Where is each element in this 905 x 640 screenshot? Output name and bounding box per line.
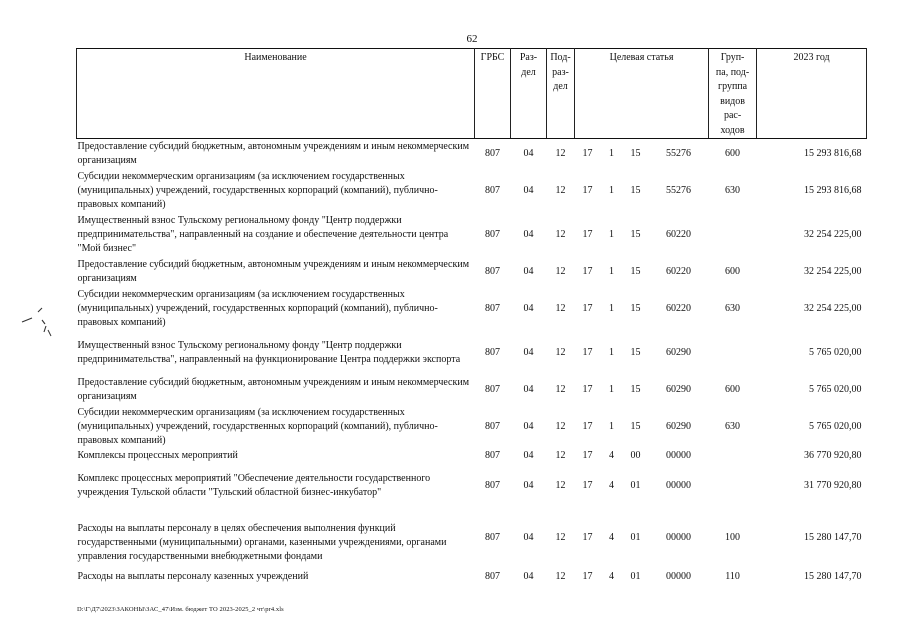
cell-amount-2023: 5 765 020,00 <box>809 383 862 395</box>
cell-target-program: 17 <box>582 420 593 432</box>
cell-podrazdel: 12 <box>555 479 566 491</box>
cell-razdel: 04 <box>523 302 534 314</box>
cell-target-program: 17 <box>582 265 593 277</box>
cell-expense-group <box>709 464 757 508</box>
cell-grbs: 807 <box>485 420 500 432</box>
cell-target-type: 1 <box>609 147 614 159</box>
cell-target-program: 17 <box>582 184 593 196</box>
cell-grbs: 807 <box>485 479 500 491</box>
table-row <box>77 568 867 586</box>
header-name: Наименование <box>77 49 475 139</box>
cell-amount-2023: 5 765 020,00 <box>809 420 862 432</box>
cell-target-structural: 00 <box>630 450 641 461</box>
cell-razdel: 04 <box>523 184 534 196</box>
table-row <box>77 139 867 169</box>
cell-target-direction: 55276 <box>666 147 692 159</box>
cell-grbs: 807 <box>485 383 500 395</box>
cell-grbs: 807 <box>485 450 500 461</box>
cell-target-structural: 15 <box>630 302 641 314</box>
cell-target-structural: 01 <box>630 570 641 582</box>
table-row <box>77 375 867 405</box>
cell-name: Комплекс процессных мероприятий "Обеспечение деятельности государственного учреждения Тульской области "Тульский областной бизнес-инкубатор" <box>77 472 431 498</box>
table-header-row <box>77 49 867 139</box>
cell-expense-group <box>709 331 757 375</box>
cell-amount-2023: 32 254 225,00 <box>804 265 862 277</box>
cell-grbs: 807 <box>485 265 500 277</box>
cell-target-structural: 15 <box>630 265 641 277</box>
cell-target-program: 17 <box>582 147 593 159</box>
cell-target-direction: 60220 <box>666 228 692 240</box>
cell-grbs: 807 <box>485 531 500 543</box>
cell-target-direction: 00000 <box>666 570 692 582</box>
cell-podrazdel: 12 <box>555 147 566 159</box>
budget-table <box>76 48 867 586</box>
page-number: 62 <box>466 33 478 45</box>
cell-grbs: 807 <box>485 302 500 314</box>
cell-razdel: 04 <box>523 228 534 240</box>
cell-expense-group: 110 <box>725 570 740 582</box>
cell-target-type: 1 <box>609 184 614 196</box>
cell-target-program: 17 <box>582 383 593 395</box>
cell-target-type: 4 <box>609 570 614 582</box>
cell-target-type: 4 <box>609 479 614 491</box>
table-row <box>77 405 867 449</box>
cell-amount-2023: 15 280 147,70 <box>804 570 862 582</box>
cell-grbs: 807 <box>485 346 500 358</box>
table-row <box>77 287 867 331</box>
cell-name: Расходы на выплаты персоналу казенных учреждений <box>77 570 309 582</box>
cell-podrazdel: 12 <box>555 420 566 432</box>
cell-target-structural: 15 <box>630 346 641 358</box>
cell-target-type: 1 <box>609 346 614 358</box>
table-row <box>77 331 867 375</box>
cell-target-type: 1 <box>609 228 614 240</box>
cell-expense-group: 630 <box>725 184 741 196</box>
cell-expense-group: 630 <box>725 420 741 432</box>
cell-razdel: 04 <box>523 570 534 582</box>
cell-grbs: 807 <box>485 570 500 582</box>
cell-name: Комплексы процессных мероприятий <box>77 450 238 461</box>
header-razdel: Раз- дел <box>511 49 547 139</box>
header-expense-group: Груп- па, под- группа видов рас- ходов <box>709 49 757 139</box>
table-row <box>77 508 867 568</box>
cell-target-direction: 60220 <box>666 302 692 314</box>
cell-amount-2023: 15 293 816,68 <box>804 184 862 196</box>
cell-target-type: 1 <box>609 420 614 432</box>
cell-target-structural: 15 <box>630 420 641 432</box>
cell-target-direction: 60290 <box>666 346 692 358</box>
cell-podrazdel: 12 <box>555 265 566 277</box>
cell-expense-group: 630 <box>725 302 741 314</box>
cell-target-type: 4 <box>609 450 614 461</box>
cell-amount-2023: 31 770 920,80 <box>804 479 862 491</box>
cell-target-program: 17 <box>582 450 593 461</box>
table-row <box>77 257 867 287</box>
footer-file-path: D:\Г\Д7\2023\ЗАКОНЫ\ЗАС_47\Изм. бюджет ТО 2023-2025_2 чт\pr4.xls <box>77 606 284 613</box>
cell-amount-2023: 5 765 020,00 <box>809 346 862 358</box>
cell-target-direction: 00000 <box>666 531 692 543</box>
cell-target-structural: 15 <box>630 147 641 159</box>
cell-expense-group: 100 <box>725 531 741 543</box>
cell-name: Имущественный взнос Тульскому региональному фонду "Центр поддержки предпринимательства", направленный на создание и обеспечение деятельности центра "Мой бизнес" <box>77 214 449 254</box>
cell-expense-group: 600 <box>725 147 741 159</box>
cell-podrazdel: 12 <box>555 383 566 395</box>
cell-target-program: 17 <box>582 228 593 240</box>
cell-name: Субсидии некоммерческим организациям (за исключением государственных (муниципальных) учреждений, государственных корпораций (компаний), публично-правовых компаний) <box>77 406 438 446</box>
cell-name: Субсидии некоммерческим организациям (за исключением государственных (муниципальных) учреждений, государственных корпораций (компаний), публично-правовых компаний) <box>77 288 438 328</box>
cell-grbs: 807 <box>485 147 500 159</box>
cell-name: Имущественный взнос Тульскому региональному фонду "Центр поддержки предпринимательства", направленный на функционирование Центра поддержки экспорта <box>77 339 461 365</box>
table-row <box>77 169 867 213</box>
cell-target-structural: 15 <box>630 383 641 395</box>
header-podrazdel: Под- раз- дел <box>547 49 575 139</box>
cell-target-structural: 15 <box>630 184 641 196</box>
cell-grbs: 807 <box>485 228 500 240</box>
cell-podrazdel: 12 <box>555 531 566 543</box>
cell-razdel: 04 <box>523 265 534 277</box>
cell-target-direction: 00000 <box>666 479 692 491</box>
cell-podrazdel: 12 <box>555 184 566 196</box>
cell-name: Расходы на выплаты персоналу в целях обеспечения выполнения функций государственными (муниципальными) органами, казенными учреждениями, органами управления государственными внебюджетными фондами <box>77 522 447 562</box>
table-row <box>77 449 867 464</box>
cell-podrazdel: 12 <box>555 228 566 240</box>
cell-target-program: 17 <box>582 479 593 491</box>
cell-target-program: 17 <box>582 570 593 582</box>
cell-target-type: 1 <box>609 383 614 395</box>
cell-name: Предоставление субсидий бюджетным, автономным учреждениям и иным некоммерческим организациям <box>77 140 470 166</box>
cell-razdel: 04 <box>523 346 534 358</box>
cell-razdel: 04 <box>523 420 534 432</box>
cell-amount-2023: 15 293 816,68 <box>804 147 862 159</box>
cell-expense-group <box>709 449 757 464</box>
cell-amount-2023: 15 280 147,70 <box>804 531 862 543</box>
cell-name: Предоставление субсидий бюджетным, автономным учреждениям и иным некоммерческим организациям <box>77 376 470 402</box>
cell-razdel: 04 <box>523 383 534 395</box>
cell-podrazdel: 12 <box>555 302 566 314</box>
cell-target-direction: 60220 <box>666 265 692 277</box>
table-row <box>77 213 867 257</box>
cell-name: Субсидии некоммерческим организациям (за исключением государственных (муниципальных) учреждений, государственных корпораций (компаний), публично-правовых компаний) <box>77 170 438 210</box>
cell-name: Предоставление субсидий бюджетным, автономным учреждениям и иным некоммерческим организациям <box>77 258 470 284</box>
cell-amount-2023: 32 254 225,00 <box>804 302 862 314</box>
cell-target-direction: 55276 <box>666 184 692 196</box>
cell-target-program: 17 <box>582 302 593 314</box>
cell-amount-2023: 32 254 225,00 <box>804 228 862 240</box>
cell-podrazdel: 12 <box>555 346 566 358</box>
cell-razdel: 04 <box>523 479 534 491</box>
cell-podrazdel: 12 <box>555 570 566 582</box>
cell-podrazdel: 12 <box>555 450 566 461</box>
scan-handwriting-mark <box>18 300 62 340</box>
cell-target-type: 4 <box>609 531 614 543</box>
table-body <box>77 139 867 586</box>
cell-expense-group: 600 <box>725 383 741 395</box>
cell-target-type: 1 <box>609 302 614 314</box>
cell-target-direction: 60290 <box>666 383 692 395</box>
cell-target-structural: 15 <box>630 228 641 240</box>
header-year-2023: 2023 год <box>757 49 867 139</box>
cell-target-direction: 00000 <box>666 450 692 461</box>
cell-target-direction: 60290 <box>666 420 692 432</box>
cell-target-program: 17 <box>582 531 593 543</box>
table-row <box>77 464 867 508</box>
header-grbs: ГРБС <box>475 49 511 139</box>
cell-expense-group <box>709 213 757 257</box>
cell-amount-2023: 36 770 920,80 <box>804 450 862 461</box>
header-target-article: Целевая статья <box>575 49 709 139</box>
cell-target-structural: 01 <box>630 479 641 491</box>
cell-target-structural: 01 <box>630 531 641 543</box>
cell-target-program: 17 <box>582 346 593 358</box>
cell-grbs: 807 <box>485 184 500 196</box>
cell-razdel: 04 <box>523 450 534 461</box>
cell-razdel: 04 <box>523 531 534 543</box>
cell-target-type: 1 <box>609 265 614 277</box>
cell-razdel: 04 <box>523 147 534 159</box>
cell-expense-group: 600 <box>725 265 741 277</box>
